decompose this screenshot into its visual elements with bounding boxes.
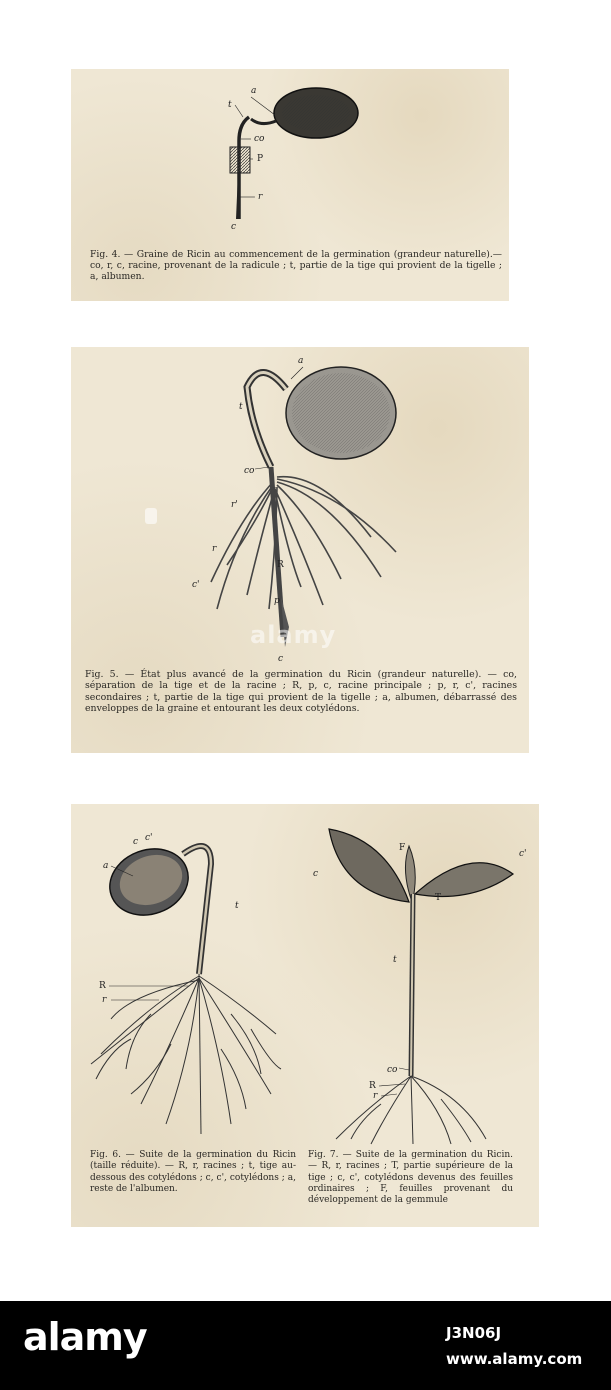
fig6-label-c1: c'	[145, 833, 153, 843]
figure-5-panel	[71, 347, 529, 753]
fig7-label-c: c	[313, 869, 319, 879]
watermark-mark	[145, 508, 157, 524]
fig7-label-T: T	[435, 893, 442, 903]
fig7-label-co: co	[387, 1065, 398, 1075]
figure-7-illustration	[301, 804, 539, 1144]
fig4-label-t: t	[228, 100, 232, 110]
fig6-label-R: R	[99, 981, 106, 991]
fig5-label-c: c	[278, 654, 284, 664]
image-id: J3N06J	[446, 1324, 502, 1342]
figure-6-illustration	[71, 804, 301, 1144]
fig5-label-r: r	[212, 544, 217, 554]
fig6-label-t: t	[235, 901, 239, 911]
figure-5-caption: Fig. 5. — État plus avancé de la germination du Ricin (grandeur naturelle). — co, séparation de la tige et de la racine ; R, p, c, racine principale ; p, r, c', racines secondaires ; t, partie de la tige qui provient de la tigelle ; a, albumen, débarrassé des enveloppes de la graine et entourant les deux cotylédons.	[85, 669, 517, 715]
figure-4-panel	[71, 69, 509, 301]
fig5-label-r1: r'	[231, 500, 238, 510]
fig7-label-t: t	[393, 955, 397, 965]
fig5-label-c1: c'	[192, 580, 200, 590]
fig4-label-p: P	[257, 154, 264, 164]
site-url: www.alamy.com	[446, 1350, 583, 1368]
fig4-label-c: c	[231, 222, 237, 232]
watermark-text: alamy	[250, 621, 337, 649]
fig7-label-r: r	[373, 1091, 378, 1101]
fig5-label-R: R	[277, 560, 284, 570]
figure-4-caption: Fig. 4. — Graine de Ricin au commencement de la germination (grandeur naturelle).— co, r, c, racine, provenant de la radicule ; t, partie de la tige qui provient de la tigelle ; a, albumen.	[90, 249, 502, 283]
figure-4-illustration	[71, 69, 509, 249]
fig5-label-p: p	[274, 596, 280, 606]
fig4-label-r: r	[258, 192, 263, 202]
figure-6-caption: Fig. 6. — Suite de la germination du Ricin (taille réduite). — R, r, racines ; t, tige au-dessous des cotylédons ; c, c', cotylédons ; a, reste de l'albumen.	[90, 1150, 296, 1194]
fig6-label-c: c	[133, 837, 139, 847]
fig5-label-t: t	[239, 402, 243, 412]
fig6-label-r: r	[102, 995, 107, 1005]
figure-7-caption: Fig. 7. — Suite de la germination du Ricin. — R, r, racines ; T, partie supérieure de la tige ; c, c', cotylédons devenus des feuilles ordinaires ; F, feuilles provenant du développement de la gemmule	[308, 1150, 513, 1206]
fig5-label-a: a	[298, 356, 304, 366]
fig7-label-c1: c'	[519, 849, 527, 859]
fig7-label-R: R	[369, 1081, 376, 1091]
figure-6-7-panel	[71, 804, 539, 1227]
fig5-label-co: co	[244, 466, 255, 476]
fig4-label-co: co	[254, 134, 265, 144]
alamy-logo: alamy	[23, 1315, 147, 1359]
fig6-label-a: a	[103, 861, 109, 871]
fig4-label-a: a	[251, 86, 257, 96]
figure-5-illustration	[71, 347, 529, 667]
fig7-label-F: F	[399, 843, 406, 853]
